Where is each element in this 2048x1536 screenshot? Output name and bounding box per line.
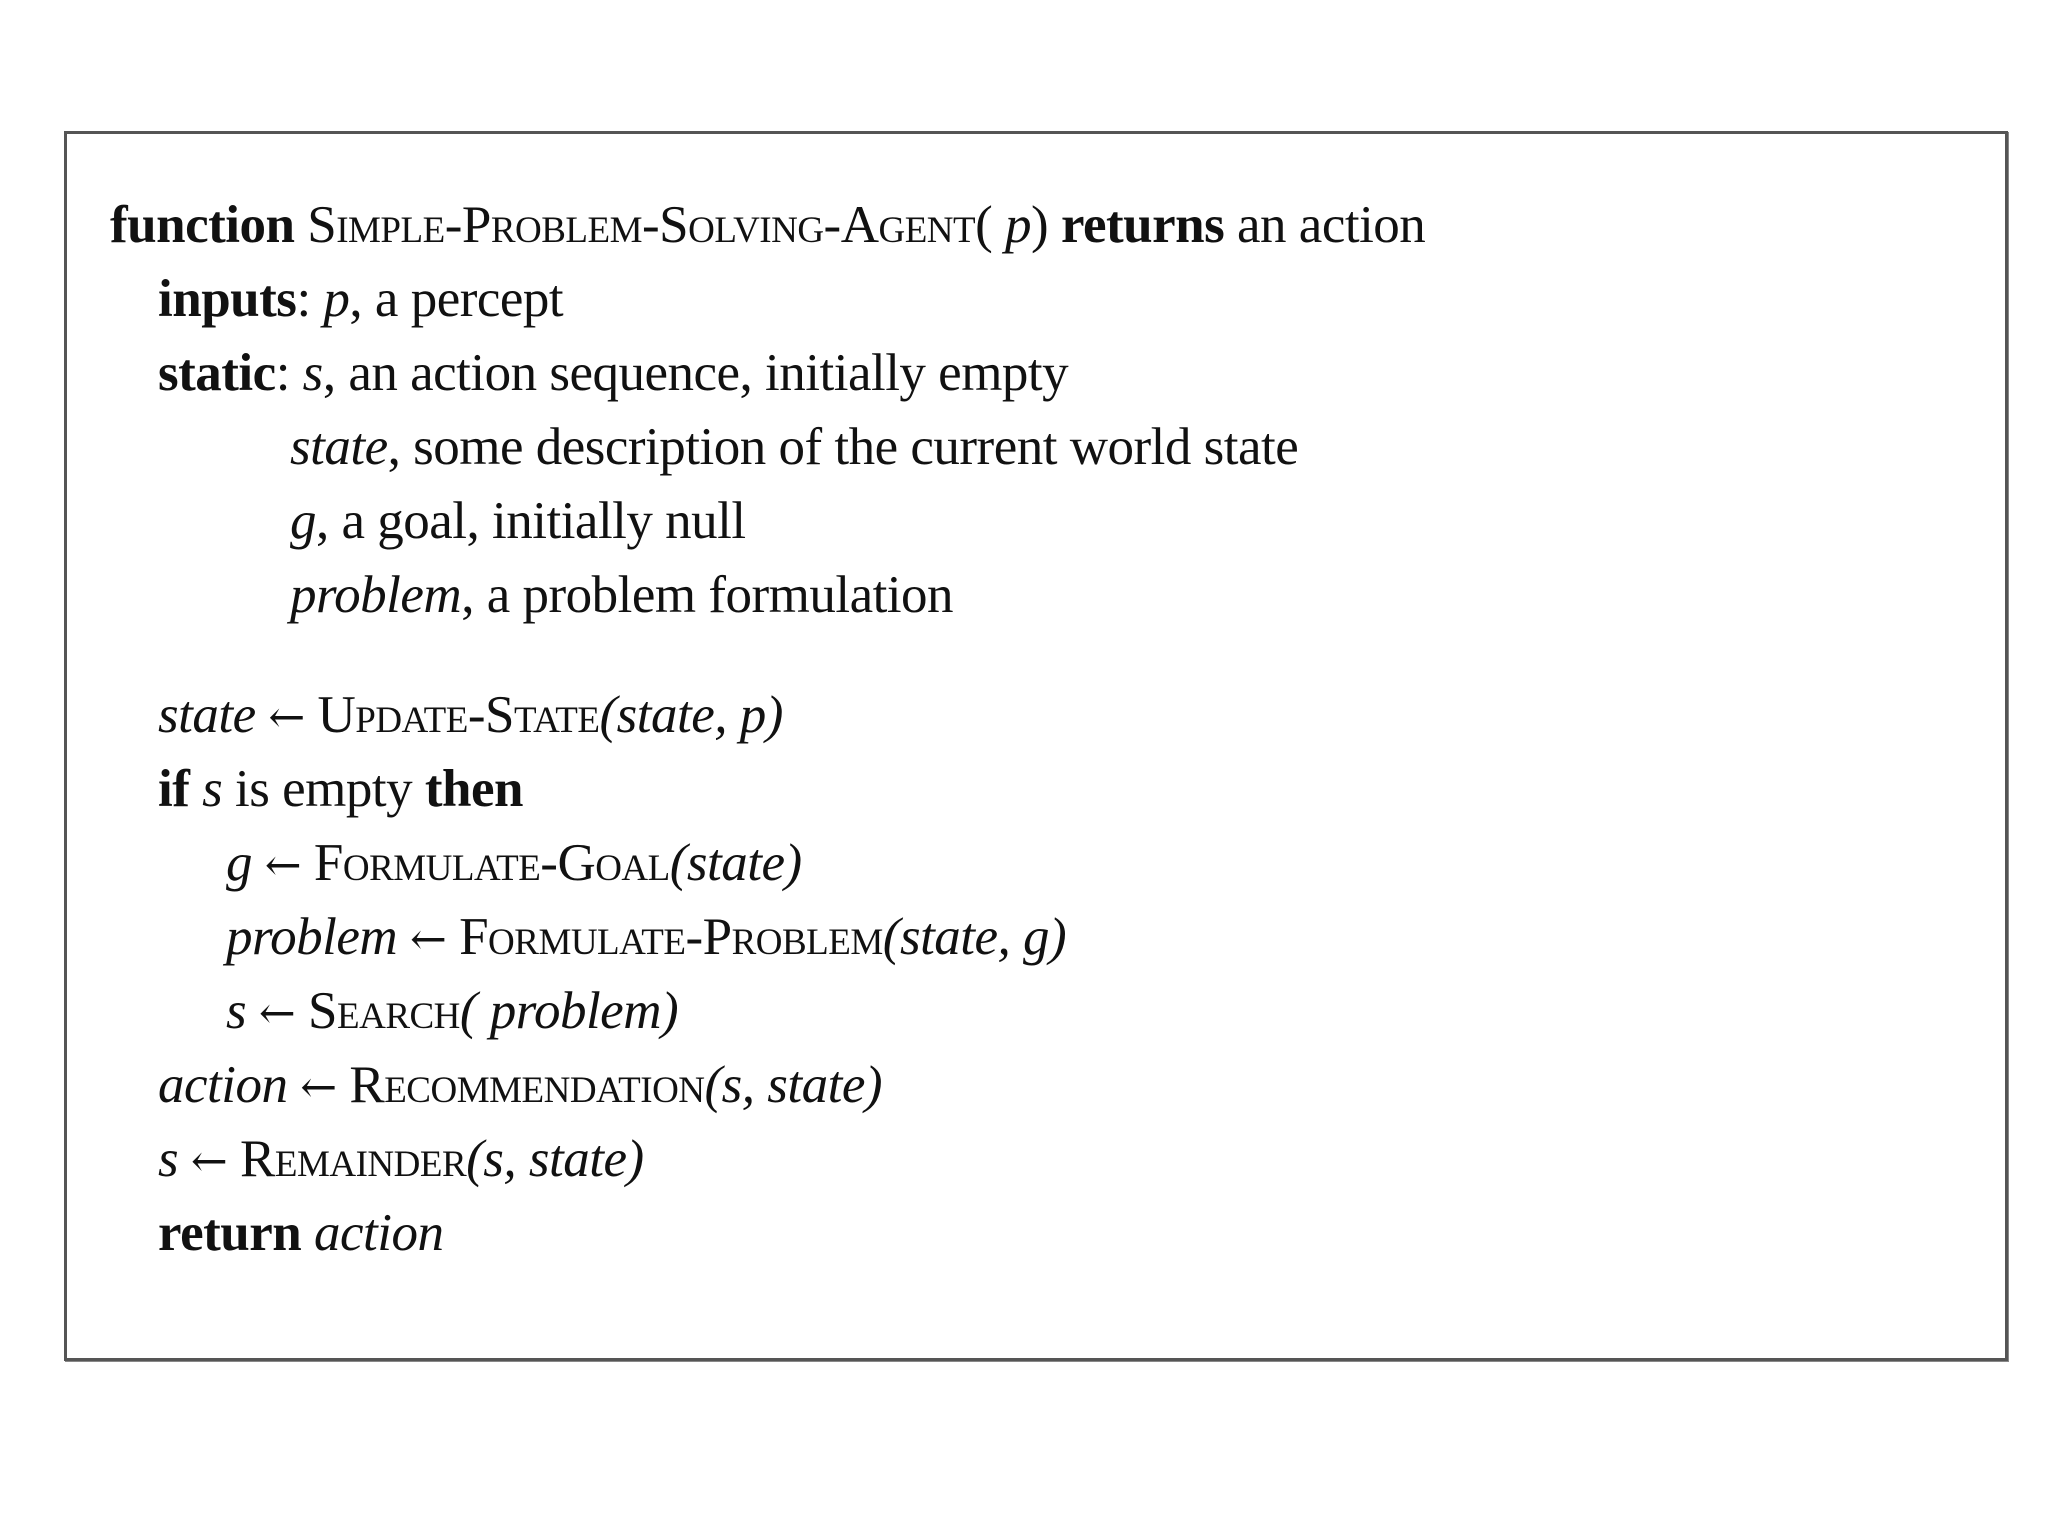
assign-arrow-icon: ←: [300, 1062, 337, 1113]
static-var: state: [290, 418, 388, 476]
static-desc: , an action sequence, initially empty: [322, 344, 1069, 402]
keyword-inputs: inputs: [158, 270, 297, 328]
function-signature-line: [110, 188, 1425, 262]
inputs-colon: :: [296, 270, 324, 328]
keyword-then: then: [424, 760, 523, 818]
static-item-line: [110, 558, 1425, 632]
inputs-desc: , a percept: [349, 270, 564, 328]
return-description: an action: [1224, 196, 1426, 254]
call-name: Recommendation: [349, 1056, 705, 1114]
static-desc: , a problem formulation: [461, 566, 954, 624]
static-var: problem: [290, 566, 462, 624]
static-desc: , some description of the current world state: [387, 418, 1299, 476]
static-item-line: [110, 410, 1425, 484]
assign-arrow-icon: ←: [190, 1136, 228, 1187]
keyword-returns: returns: [1060, 196, 1225, 254]
assign-arrow-icon: ←: [264, 840, 302, 891]
search-line: [110, 974, 1425, 1048]
call-args: ( problem): [459, 982, 679, 1040]
static-line: [110, 336, 1425, 410]
function-name: Simple-Problem-Solving-Agent: [307, 196, 976, 254]
if-line: [110, 752, 1425, 826]
static-var: g: [290, 492, 316, 550]
param-p: p: [1005, 196, 1032, 254]
call-args: (state, p): [599, 686, 783, 744]
formulate-problem-line: [110, 900, 1425, 974]
assign-arrow-icon: ←: [268, 692, 305, 743]
assign-lhs: s: [158, 1130, 179, 1188]
assign-lhs: problem: [226, 908, 398, 966]
call-args: (s, state): [704, 1056, 883, 1114]
call-args: (s, state): [466, 1130, 644, 1188]
call-name: Formulate-Goal: [313, 834, 670, 892]
assign-arrow-icon: ←: [258, 988, 296, 1039]
section-gap: [110, 632, 1425, 678]
open-paren: (: [975, 196, 1006, 254]
static-item-line: [110, 484, 1425, 558]
call-name: Search: [308, 982, 460, 1040]
call-name: Update-State: [317, 686, 600, 744]
keyword-if: if: [158, 760, 190, 818]
return-line: [110, 1196, 1425, 1270]
static-var: s: [302, 344, 323, 402]
assign-arrow-icon: ←: [409, 914, 447, 965]
static-desc: , a goal, initially null: [316, 492, 746, 550]
update-state-line: [110, 678, 1425, 752]
assign-lhs: g: [226, 834, 252, 892]
if-var: s: [202, 760, 223, 818]
remainder-line: [110, 1122, 1425, 1196]
keyword-function: function: [110, 196, 295, 254]
assign-lhs: state: [158, 686, 256, 744]
close-paren: ): [1031, 196, 1049, 254]
keyword-return: return: [158, 1204, 302, 1262]
formulate-goal-line: [110, 826, 1425, 900]
inputs-line: [110, 262, 1425, 336]
call-name: Formulate-Problem: [459, 908, 883, 966]
static-colon: :: [275, 344, 303, 402]
inputs-var: p: [323, 270, 350, 328]
assign-lhs: s: [226, 982, 247, 1040]
algorithm-listing: [110, 188, 1425, 1270]
if-condition: is empty: [222, 760, 425, 818]
assign-lhs: action: [158, 1056, 288, 1114]
call-args: (state, g): [882, 908, 1067, 966]
call-name: Remainder: [240, 1130, 467, 1188]
recommendation-line: [110, 1048, 1425, 1122]
call-args: (state): [669, 834, 802, 892]
keyword-static: static: [158, 344, 276, 402]
return-var: action: [313, 1204, 444, 1262]
